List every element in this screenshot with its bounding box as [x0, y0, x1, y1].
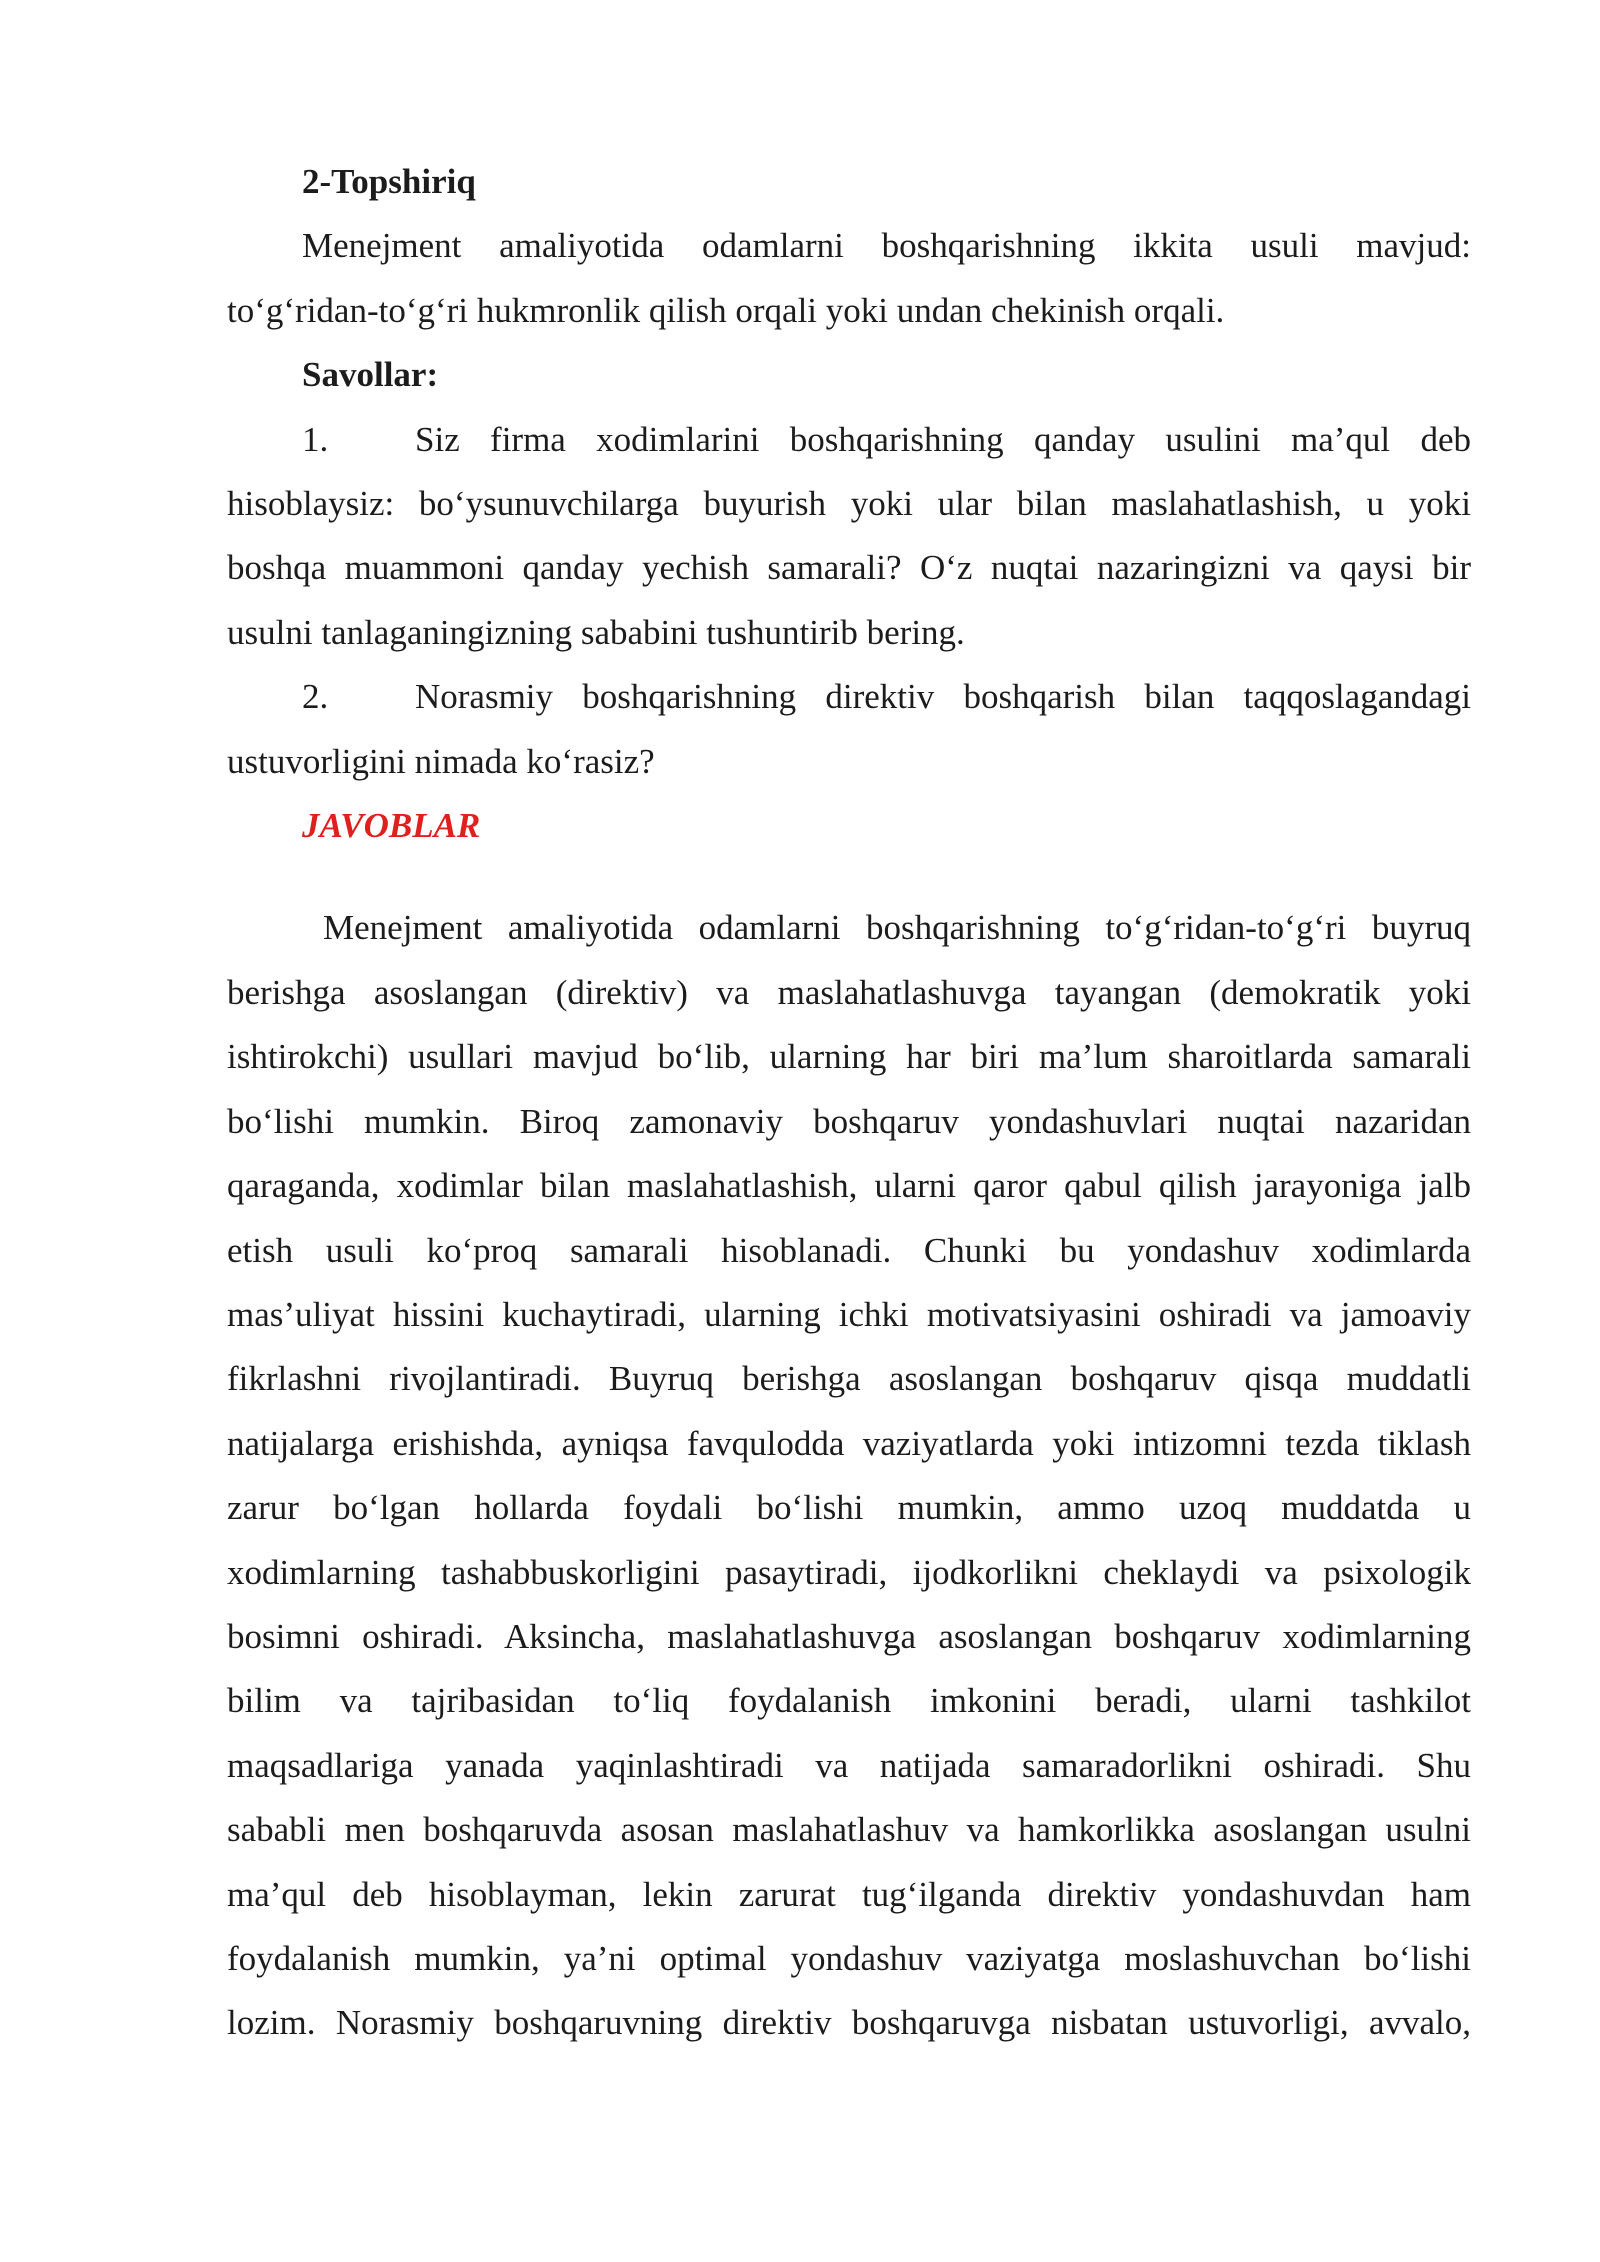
answer-line: ishtirokchi) usullari mavjud bo‘lib, ularning har biri ma’lum sharoitlarda samarali: [227, 1037, 1471, 1077]
answer-line: Menejment amaliyotida odamlarni boshqarishning to‘g‘ridan-to‘g‘ri buyruq: [323, 908, 1471, 948]
paragraph-gap: [227, 858, 1471, 896]
question-1-line-1: [227, 408, 1471, 472]
question-2-line-2: ustuvorligini nimada ko‘rasiz?: [227, 741, 655, 781]
task-title: 2-Topshiriq: [302, 162, 476, 201]
answer-line: berishga asoslangan (direktiv) va maslahatlashuvga tayangan (demokratik yoki: [227, 972, 1471, 1012]
answer-line: qaraganda, xodimlar bilan maslahatlashish, ularni qaror qabul qilish jarayoniga jalb: [227, 1166, 1471, 1206]
answer-line: etish usuli ko‘proq samarali hisoblanadi. Chunki bu yondashuv xodimlarda: [227, 1230, 1471, 1270]
question-1-text: Siz firma xodimlarini boshqarishning qanday usulini ma’qul deb: [415, 419, 1471, 459]
questions-heading: Savollar:: [302, 355, 439, 395]
question-1-line-4: usulni tanlaganingizning sababini tushuntirib bering.: [227, 612, 965, 652]
intro-line-2: to‘g‘ridan-to‘g‘ri hukmronlik qilish orqali yoki undan chekinish orqali.: [227, 290, 1225, 330]
answers-heading: JAVOBLAR: [302, 806, 481, 846]
question-2-number: 2.: [302, 677, 329, 717]
question-2-text: Norasmiy boshqarishning direktiv boshqarish bilan taqqoslagandagi: [415, 677, 1471, 717]
answer-line: natijalarga erishishda, ayniqsa favqulodda vaziyatlarda yoki intizomni tezda tiklash: [227, 1423, 1471, 1463]
answer-line: bo‘lishi mumkin. Biroq zamonaviy boshqaruv yondashuvlari nuqtai nazaridan: [227, 1101, 1471, 1141]
question-1-number: 1.: [302, 419, 329, 459]
answer-line: sababli men boshqaruvda asosan maslahatlashuv va hamkorlikka asoslangan usulni: [227, 1810, 1471, 1850]
answer-line: mas’uliyat hissini kuchaytiradi, ularning ichki motivatsiyasini oshiradi va jamoaviy: [227, 1294, 1471, 1334]
answer-line: ma’qul deb hisoblayman, lekin zarurat tug‘ilganda direktiv yondashuvdan ham: [227, 1874, 1471, 1914]
question-1-line-3: boshqa muammoni qanday yechish samarali? O‘z nuqtai nazaringizni va qaysi bir: [227, 548, 1471, 588]
answer-line: lozim. Norasmiy boshqaruvning direktiv boshqaruvga nisbatan ustuvorligi, avvalo,: [227, 2003, 1471, 2043]
answer-line: foydalanish mumkin, ya’ni optimal yondashuv vaziyatga moslashuvchan bo‘lishi: [227, 1938, 1471, 1978]
question-2-line-1: [227, 665, 1471, 729]
answer-line: fikrlashni rivojlantiradi. Buyruq berishga asoslangan boshqaruv qisqa muddatli: [227, 1359, 1471, 1399]
answer-line: zarur bo‘lgan hollarda foydali bo‘lishi mumkin, ammo uzoq muddatda u: [227, 1488, 1471, 1528]
intro-line-1: Menejment amaliyotida odamlarni boshqarishning ikkita usuli mavjud:: [302, 226, 1471, 266]
answer-line: bilim va tajribasidan to‘liq foydalanish imkonini beradi, ularni tashkilot: [227, 1681, 1471, 1721]
question-1-line-2: hisoblaysiz: bo‘ysunuvchilarga buyurish yoki ular bilan maslahatlashish, u yoki: [227, 484, 1471, 524]
answer-line: maqsadlariga yanada yaqinlashtiradi va natijada samaradorlikni oshiradi. Shu: [227, 1745, 1471, 1785]
answer-line: bosimni oshiradi. Aksincha, maslahatlashuvga asoslangan boshqaruv xodimlarning: [227, 1616, 1471, 1656]
answer-line: xodimlarning tashabbuskorligini pasaytiradi, ijodkorlikni cheklaydi va psixologik: [227, 1552, 1471, 1592]
document-page: [227, 150, 1471, 2056]
